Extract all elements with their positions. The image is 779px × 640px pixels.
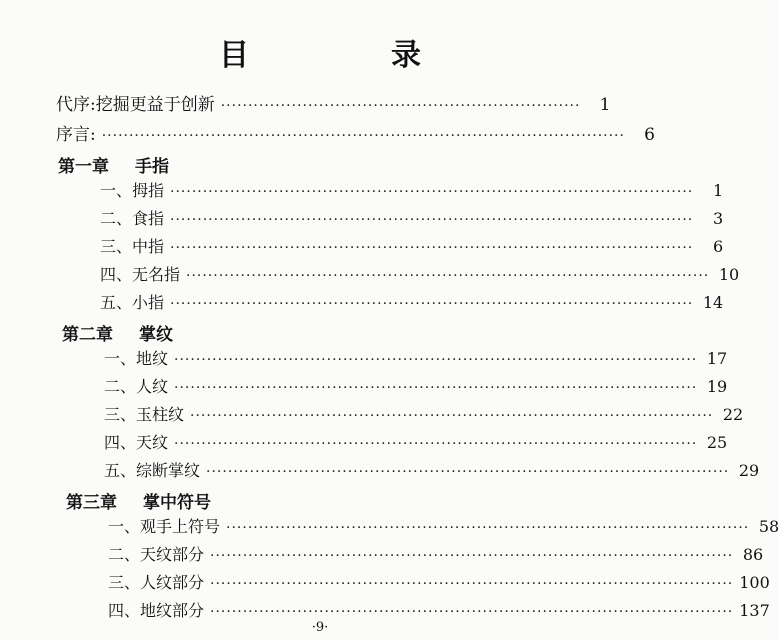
toc-entry [104, 402, 744, 428]
toc-entry [104, 374, 728, 400]
toc-entry-page: 10 [718, 265, 740, 284]
toc-entry-page: 86 [742, 545, 764, 564]
chapter-name: 掌纹 [139, 325, 173, 345]
chapter-number: 第三章 [66, 493, 117, 513]
chapter-name: 手指 [135, 157, 169, 177]
toc-entry [104, 430, 728, 456]
chapter-name: 掌中符号 [143, 493, 211, 513]
toc-entry-page: 137 [739, 601, 770, 620]
toc-entry [100, 262, 740, 288]
chapter-number: 第一章 [58, 157, 109, 177]
toc-entry-label: 三、玉柱纹 [104, 405, 185, 424]
toc-entry [104, 346, 728, 372]
toc-entry [104, 458, 760, 484]
toc-entry-label: 四、天纹 [104, 433, 169, 452]
chapter-heading-3 [66, 488, 211, 513]
toc-entry-preface-gen [56, 90, 611, 116]
leader-dots: ································································································ [170, 296, 694, 312]
toc-entry [100, 234, 724, 260]
toc-entry-page: 58 [758, 517, 779, 536]
page-number-footer: ·9· [311, 620, 329, 635]
leader-dots: ································································································ [210, 548, 734, 564]
leader-dots: ································································································ [206, 464, 730, 480]
toc-entry-label: 序言: [56, 125, 96, 145]
leader-dots: ································································································ [101, 128, 625, 144]
toc-entry-page: 19 [706, 377, 728, 396]
toc-entry [100, 290, 724, 316]
chapter-heading-2 [62, 320, 173, 345]
toc-entry-label: 五、小指 [100, 293, 165, 312]
toc-entry-page: 1 [599, 95, 611, 115]
toc-entry-page: 6 [644, 125, 655, 145]
chapter-heading-1 [58, 152, 169, 177]
leader-dots: ································································································ [190, 408, 714, 424]
toc-entry-page: 17 [706, 349, 728, 368]
toc-entry-label: 五、综断掌纹 [104, 461, 201, 480]
toc-entry-page: 25 [706, 433, 728, 452]
toc-entry-page: 29 [738, 461, 760, 480]
toc-entry-label: 二、天纹部分 [108, 545, 205, 564]
toc-entry-preface [56, 120, 655, 146]
toc-entry-label: 二、人纹 [104, 377, 169, 396]
toc-entry-label: 代序:挖掘更益于创新 [56, 95, 215, 115]
leader-dots: ································································································ [174, 380, 698, 396]
toc-entry-page: 1 [713, 181, 724, 200]
toc-entry-label: 二、食指 [100, 209, 165, 228]
leader-dots: ································································································ [174, 436, 698, 452]
page-title: 目 录 [219, 38, 477, 73]
leader-dots: ································································································ [170, 212, 694, 228]
leader-dots: ································································································ [226, 520, 750, 536]
toc-entry-label: 四、无名指 [100, 265, 181, 284]
toc-entry-label: 一、观手上符号 [108, 517, 221, 536]
leader-dots: ································································································ [170, 240, 694, 256]
chapter-number: 第二章 [62, 325, 113, 345]
toc-entry [108, 542, 764, 568]
toc-entry [108, 514, 779, 540]
toc-entry-label: 三、中指 [100, 237, 165, 256]
leader-dots: ································································································ [170, 184, 694, 200]
toc-entry-page: 6 [713, 237, 724, 256]
toc-entry-label: 四、地纹部分 [108, 601, 205, 620]
toc-entry-label: 一、地纹 [104, 349, 169, 368]
leader-dots: ································································································ [210, 604, 734, 620]
toc-entry-label: 一、拇指 [100, 181, 165, 200]
toc-entry-label: 三、人纹部分 [108, 573, 205, 592]
toc-entry [100, 206, 724, 232]
toc-entry-page: 22 [722, 405, 744, 424]
leader-dots: ·································································· [220, 98, 581, 114]
toc-entry-page: 14 [702, 293, 724, 312]
toc-entry [108, 570, 770, 596]
toc-entry-page: 3 [713, 209, 724, 228]
leader-dots: ································································································ [210, 576, 734, 592]
toc-entry-page: 100 [739, 573, 770, 592]
leader-dots: ································································································ [174, 352, 698, 368]
leader-dots: ································································································ [186, 268, 710, 284]
toc-entry [100, 178, 724, 204]
